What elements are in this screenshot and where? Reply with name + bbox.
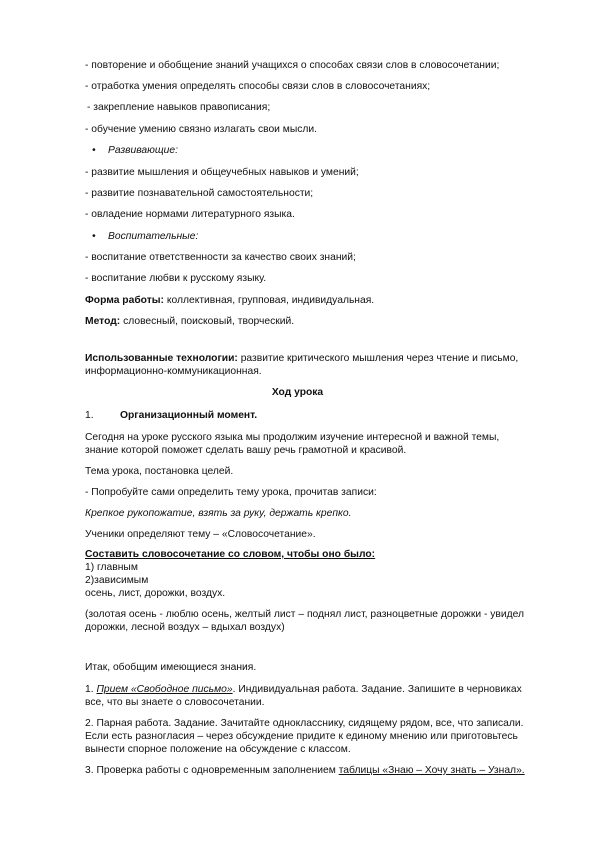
- bullet-icon: •: [92, 145, 96, 156]
- technologies-value: развитие критического мышления через чтение и письмо,: [237, 353, 519, 364]
- intro-line: Сегодня на уроке русского языка мы продолжим изучение интересной и важной темы,: [85, 432, 500, 443]
- task-item: 1) главным: [85, 562, 138, 573]
- work-form: [85, 295, 374, 308]
- heading-text: Воспитательные:: [108, 231, 199, 242]
- lesson-title: Ход урока: [271, 387, 324, 398]
- technologies-cont: информационно-коммуникационная.: [85, 366, 262, 377]
- item-1: [85, 684, 522, 697]
- answers-line: дорожки, лесной воздух – вдыхал воздух): [85, 622, 285, 633]
- goal-line: - отработка умения определять способы связи слов в словосочетаниях;: [85, 81, 431, 92]
- summary-line: Итак, обобщим имеющиеся знания.: [85, 662, 257, 673]
- bullet-icon: •: [92, 231, 96, 242]
- topic-line: Тема урока, постановка целей.: [85, 466, 234, 477]
- method: [85, 316, 294, 329]
- method-label: Метод:: [85, 316, 121, 327]
- try-line: - Попробуйте сами определить тему урока, прочитав записи:: [85, 487, 377, 498]
- intro-line: знание которой поможет сделать вашу речь грамотной и красивой.: [85, 445, 407, 456]
- technologies: [85, 353, 518, 366]
- answers-line: (золотая осень - люблю осень, желтый лист – поднял лист, разноцветные дорожки - увидел: [85, 609, 524, 620]
- item-2-line: вынести спорное положение на обсуждение с классом.: [85, 744, 351, 755]
- item-1-text: . Индивидуальная работа. Задание. Запишите в черновиках: [232, 684, 522, 695]
- goal-line: - повторение и обобщение знаний учащихся о способах связи слов в словосочетании;: [85, 60, 500, 71]
- goal-line: - воспитание ответственности за качество своих знаний;: [85, 252, 356, 263]
- task-heading: Составить словосочетание со словом, чтобы оно было:: [85, 549, 376, 560]
- goal-line: - развитие познавательной самостоятельности;: [85, 188, 314, 199]
- section-heading-educational: [92, 231, 199, 244]
- technologies-label: Использованные технологии:: [85, 353, 238, 364]
- task-words: осень, лист, дорожки, воздух.: [85, 588, 226, 599]
- item-2-line: 2. Парная работа. Задание. Зачитайте однокласснику, сидящему рядом, все, что записали.: [85, 718, 524, 729]
- item-3: [85, 765, 525, 778]
- work-form-value: коллективная, групповая, индивидуальная.: [163, 295, 375, 306]
- goal-line: - развитие мышления и общеучебных навыков и умений;: [85, 167, 359, 178]
- phrases-line: Крепкое рукопожатие, взять за руку, держать крепко.: [85, 508, 352, 519]
- goal-line: - закрепление навыков правописания;: [87, 102, 271, 113]
- step-1-heading: [85, 410, 258, 423]
- item-1-method: Прием «Свободное письмо»: [96, 684, 233, 695]
- step-1-title: Организационный момент.: [120, 410, 258, 421]
- item-2-line: Если есть разногласия – через обсуждение придите к единому мнению или приготовьтесь: [85, 731, 518, 742]
- work-form-label: Форма работы:: [85, 295, 164, 306]
- kwl-table-link[interactable]: таблицы «Знаю – Хочу знать – Узнал».: [338, 765, 525, 776]
- task-item: 2)зависимым: [85, 575, 149, 586]
- heading-text: Развивающие:: [108, 145, 178, 156]
- goal-line: - обучение умению связно излагать свои мысли.: [85, 124, 318, 135]
- item-3-text: 3. Проверка работы с одновременным заполнением: [85, 765, 339, 776]
- method-value: словесный, поисковый, творческий.: [120, 316, 295, 327]
- section-heading-developing: [92, 145, 178, 158]
- students-topic-line: Ученики определяют тему – «Словосочетание».: [85, 529, 316, 540]
- goal-line: - воспитание любви к русскому языку.: [85, 273, 267, 284]
- item-1-cont: все, что вы знаете о словосочетании.: [85, 697, 265, 708]
- goal-line: - овладение нормами литературного языка.: [85, 209, 295, 220]
- step-1-number: 1.: [85, 410, 94, 421]
- item-1-number: 1.: [85, 684, 97, 695]
